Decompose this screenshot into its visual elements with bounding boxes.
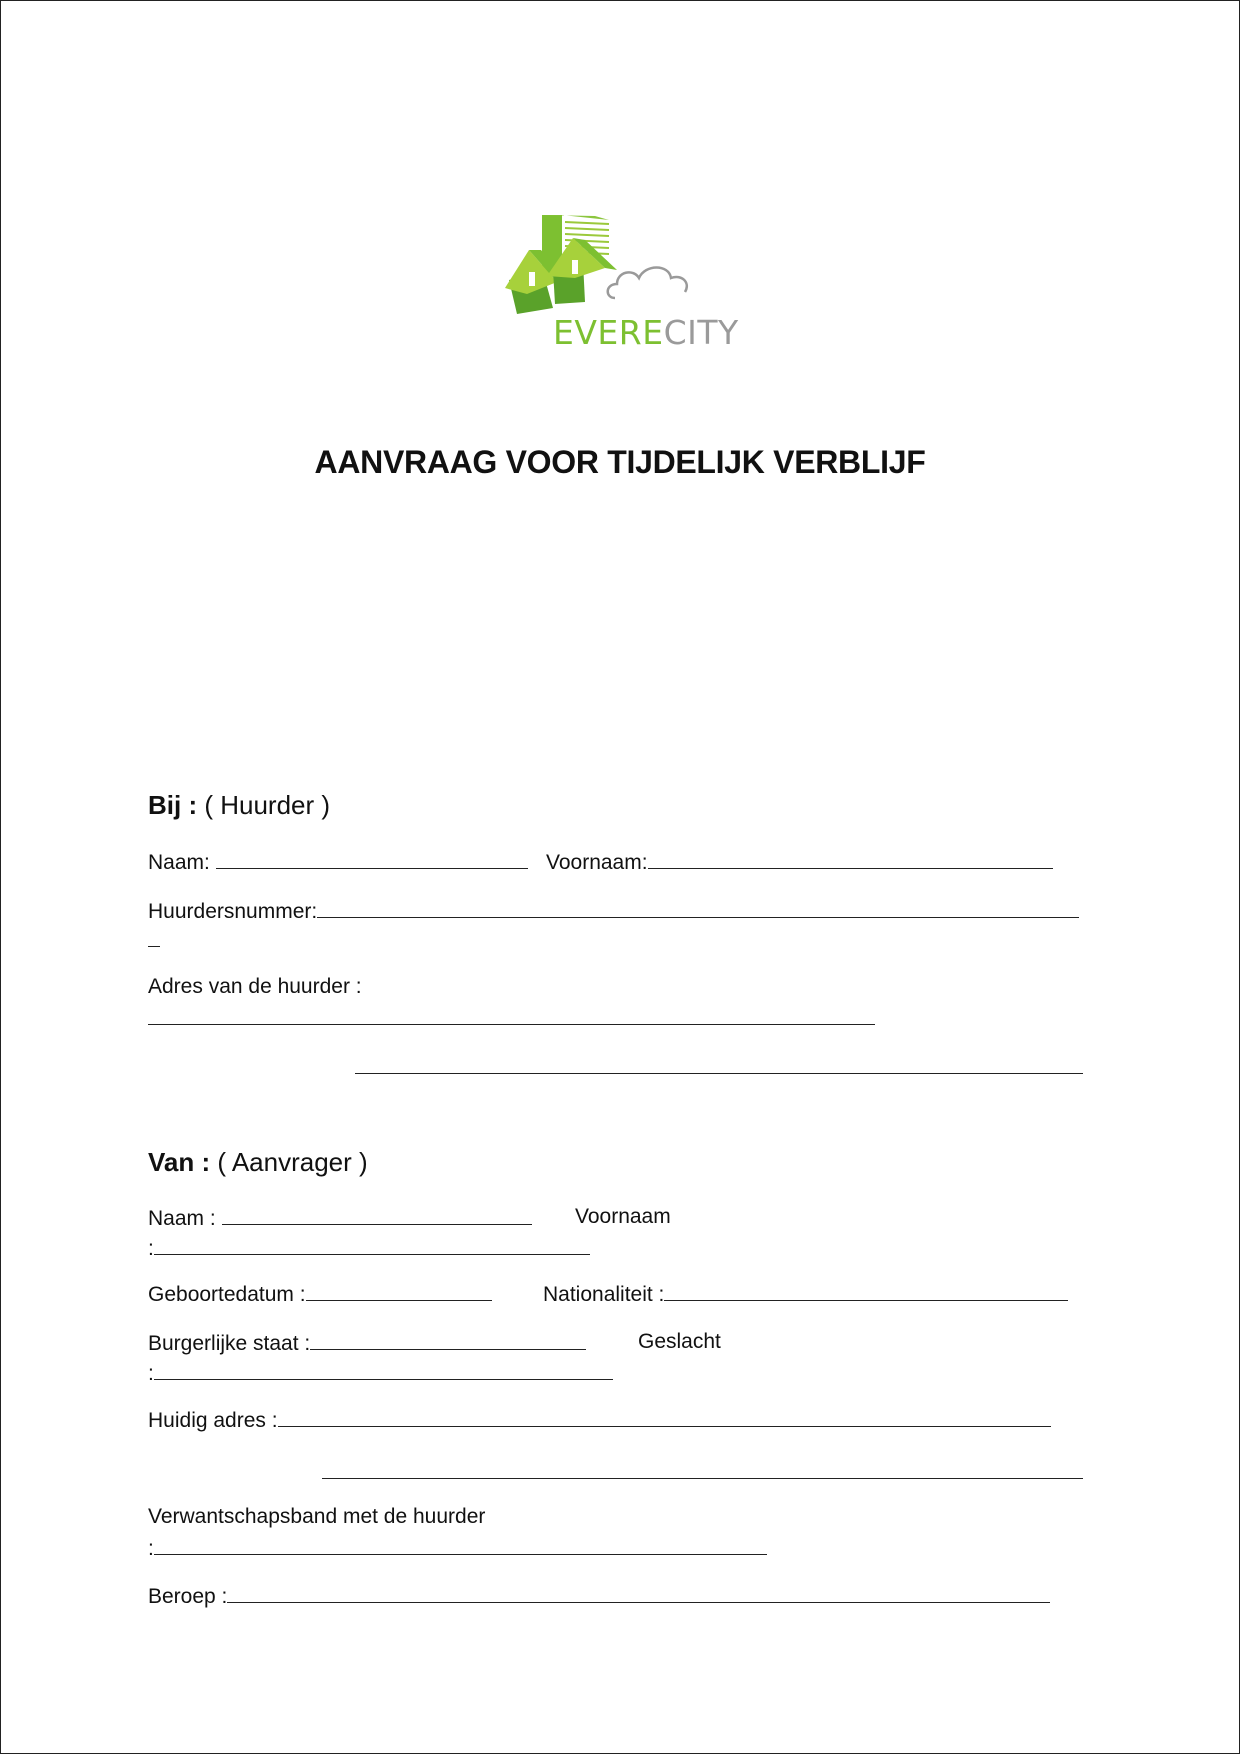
van-voornaam-field[interactable] (154, 1236, 590, 1255)
van-verwantschap-row (148, 1506, 485, 1527)
van-verwantschap-colon: : (148, 1537, 154, 1560)
van-huidig-adres-row (148, 1408, 1051, 1431)
bij-naam-row (148, 850, 528, 873)
van-nationaliteit-row (543, 1282, 1068, 1305)
bij-voornaam-label: Voornaam: (546, 851, 648, 874)
van-voornaam-row (575, 1206, 671, 1227)
van-label: Van : (148, 1147, 211, 1177)
bij-huurdersnummer-label: Huurdersnummer: (148, 900, 318, 923)
van-geslacht-field[interactable] (154, 1361, 613, 1380)
bij-huurdersnummer-field[interactable] (317, 899, 1079, 918)
van-naam-row (148, 1206, 532, 1229)
bij-sub: ( Huurder ) (204, 790, 331, 820)
van-sub: ( Aanvrager ) (217, 1147, 368, 1177)
van-voornaam-label: Voornaam (575, 1205, 671, 1228)
bij-naam-label: Naam: (148, 851, 210, 874)
logo-graphic (505, 212, 735, 322)
van-beroep-row (148, 1584, 1050, 1607)
bij-huurdersnummer-overflow-line (148, 945, 160, 947)
van-geslacht-row (638, 1331, 721, 1352)
van-naam-field[interactable] (222, 1206, 532, 1225)
van-voornaam-field-row (148, 1236, 590, 1259)
logo-text-evere: EVERE (553, 313, 664, 352)
van-verwantschap-field[interactable] (154, 1536, 767, 1555)
van-geslacht-colon: : (148, 1362, 154, 1385)
bij-huurdersnummer-row (148, 899, 1079, 922)
van-geboortedatum-field[interactable] (306, 1282, 492, 1301)
bij-naam-field[interactable] (216, 850, 528, 869)
van-burgerlijke-staat-row (148, 1331, 586, 1354)
van-geboortedatum-row (148, 1282, 492, 1305)
van-verwantschap-field-row (148, 1536, 767, 1559)
van-geslacht-label: Geslacht (638, 1330, 721, 1353)
bij-label: Bij : (148, 790, 198, 820)
section-heading-van (148, 1147, 368, 1178)
van-beroep-field[interactable] (227, 1584, 1050, 1603)
everecity-logo (505, 212, 739, 362)
logo-wordmark (553, 313, 739, 352)
van-huidig-adres-label: Huidig adres : (148, 1409, 278, 1432)
van-voornaam-colon: : (148, 1237, 154, 1260)
bij-voornaam-field[interactable] (648, 850, 1053, 869)
section-heading-bij (148, 790, 330, 821)
van-nationaliteit-label: Nationaliteit : (543, 1283, 665, 1306)
logo-text-city: CITY (663, 313, 739, 352)
van-verwantschap-label: Verwantschapsband met de huurder (148, 1505, 486, 1528)
van-burgerlijke-staat-label: Burgerlijke staat : (148, 1332, 311, 1355)
van-geboortedatum-label: Geboortedatum : (148, 1283, 306, 1306)
van-geslacht-field-row (148, 1361, 613, 1384)
bij-adres-label: Adres van de huurder : (148, 975, 362, 998)
bij-adres-field-2[interactable] (355, 1072, 1083, 1074)
document-title: AANVRAAG VOOR TIJDELIJK VERBLIJF (314, 444, 926, 480)
van-nationaliteit-field[interactable] (664, 1282, 1068, 1301)
van-beroep-label: Beroep : (148, 1585, 228, 1608)
van-naam-label: Naam : (148, 1207, 216, 1230)
van-burgerlijke-staat-field[interactable] (310, 1331, 586, 1350)
bij-adres-field-1[interactable] (148, 1023, 875, 1025)
van-huidig-adres-field-1[interactable] (278, 1408, 1051, 1427)
bij-adres-row (148, 976, 362, 997)
van-huidig-adres-field-2[interactable] (322, 1477, 1083, 1479)
bij-voornaam-row (546, 850, 1053, 873)
